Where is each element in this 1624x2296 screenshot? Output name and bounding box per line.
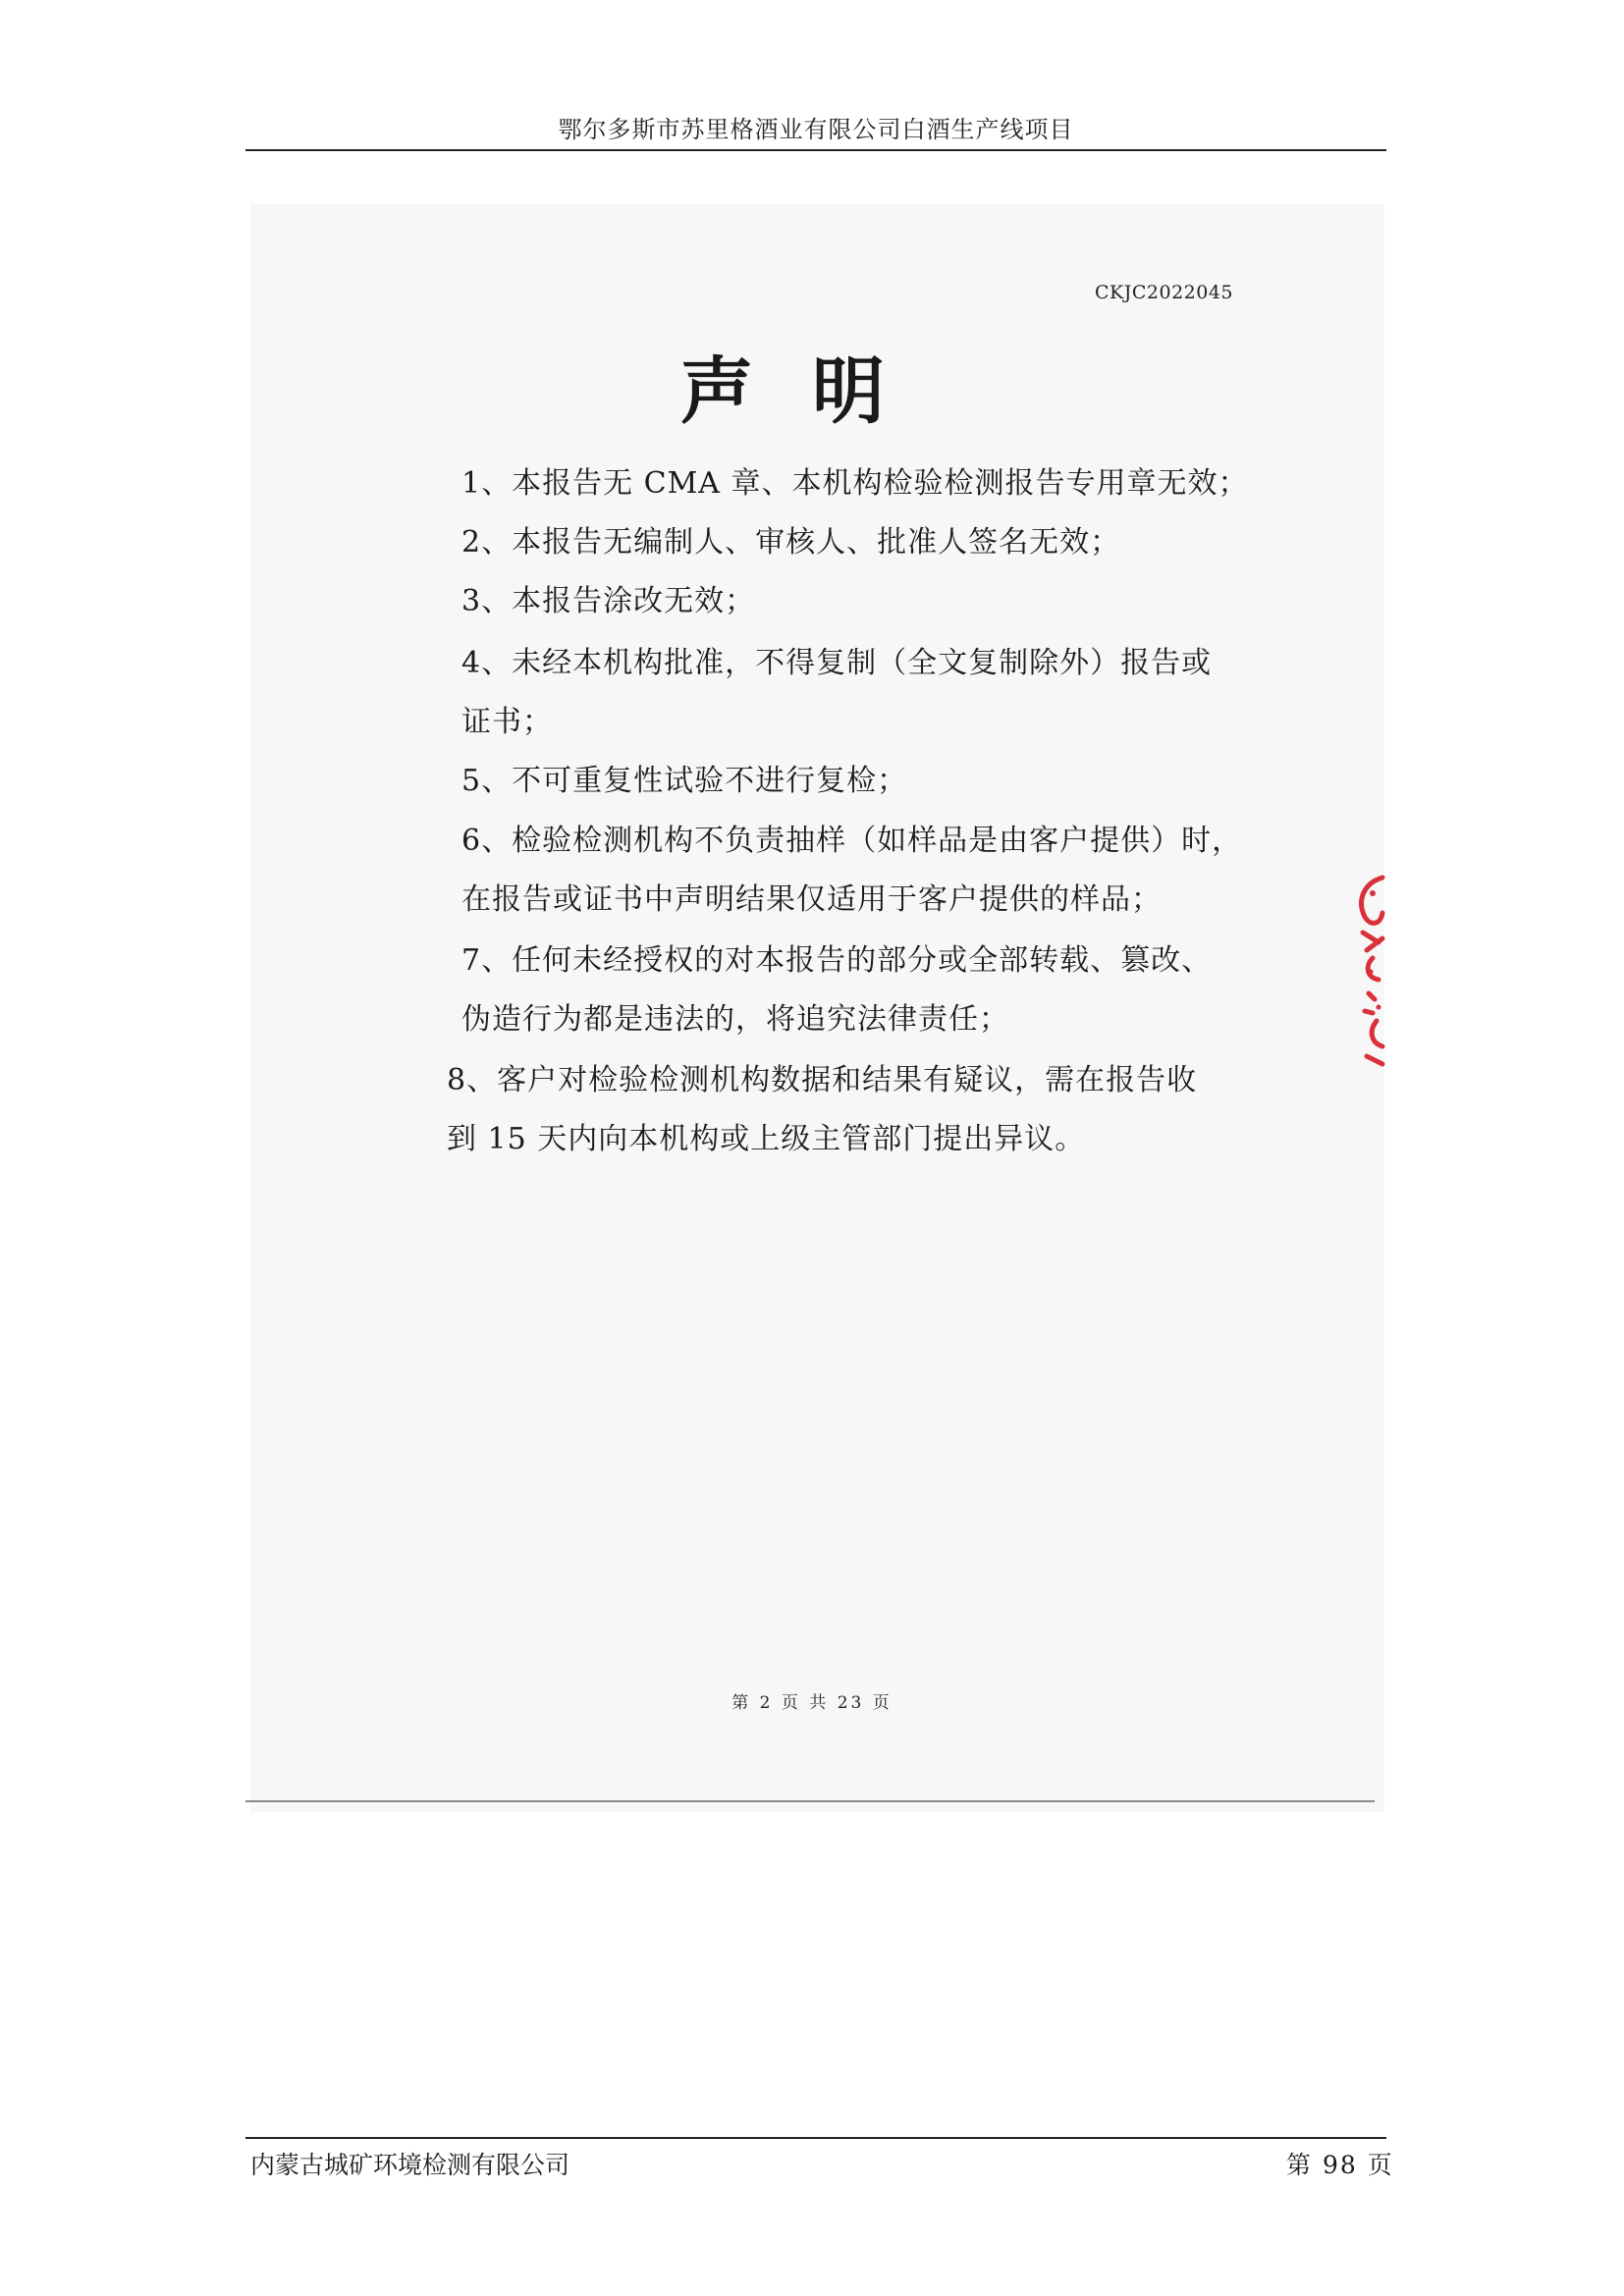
statement-line: 到 15 天内向本机构或上级主管部门提出异议。	[447, 1122, 1086, 1156]
red-seal-stamp	[1343, 864, 1388, 1070]
report-number: CKJC2022045	[1095, 282, 1234, 303]
document-header-title: 鄂尔多斯市苏里格酒业有限公司白酒生产线项目	[558, 116, 1074, 143]
statement-line: 2、本报告无编制人、审核人、批准人签名无效；	[461, 525, 1121, 560]
statement-line: 7、任何未经授权的对本报告的部分或全部转载、篡改、	[461, 943, 1213, 978]
scan-edge-line	[245, 1800, 1375, 1802]
statement-line: 证书；	[461, 705, 553, 739]
footer-rule	[245, 2137, 1386, 2139]
footer-page-number: 第 98 页	[1286, 2151, 1394, 2179]
statement-line: 5、不可重复性试验不进行复检；	[461, 764, 908, 798]
statement-line: 伪造行为都是违法的，将追究法律责任；	[461, 1002, 1009, 1037]
statement-line: 1、本报告无 CMA 章、本机构检验检测报告专用章无效；	[461, 466, 1249, 501]
footer-company-name: 内蒙古城矿环境检测有限公司	[250, 2151, 570, 2179]
statement-line: 4、未经本机构批准，不得复制（全文复制除外）报告或	[461, 646, 1213, 680]
statement-title: 声明	[680, 349, 944, 434]
statement-line: 3、本报告涂改无效；	[461, 584, 756, 618]
scanned-page-indicator: 第 2 页 共 23 页	[731, 1693, 893, 1713]
statement-line: 6、检验检测机构不负责抽样（如样品是由客户提供）时，	[461, 824, 1243, 858]
header-rule	[245, 149, 1386, 151]
statement-line: 在报告或证书中声明结果仅适用于客户提供的样品；	[461, 882, 1162, 917]
statement-line: 8、客户对检验检测机构数据和结果有疑议，需在报告收	[447, 1063, 1198, 1097]
